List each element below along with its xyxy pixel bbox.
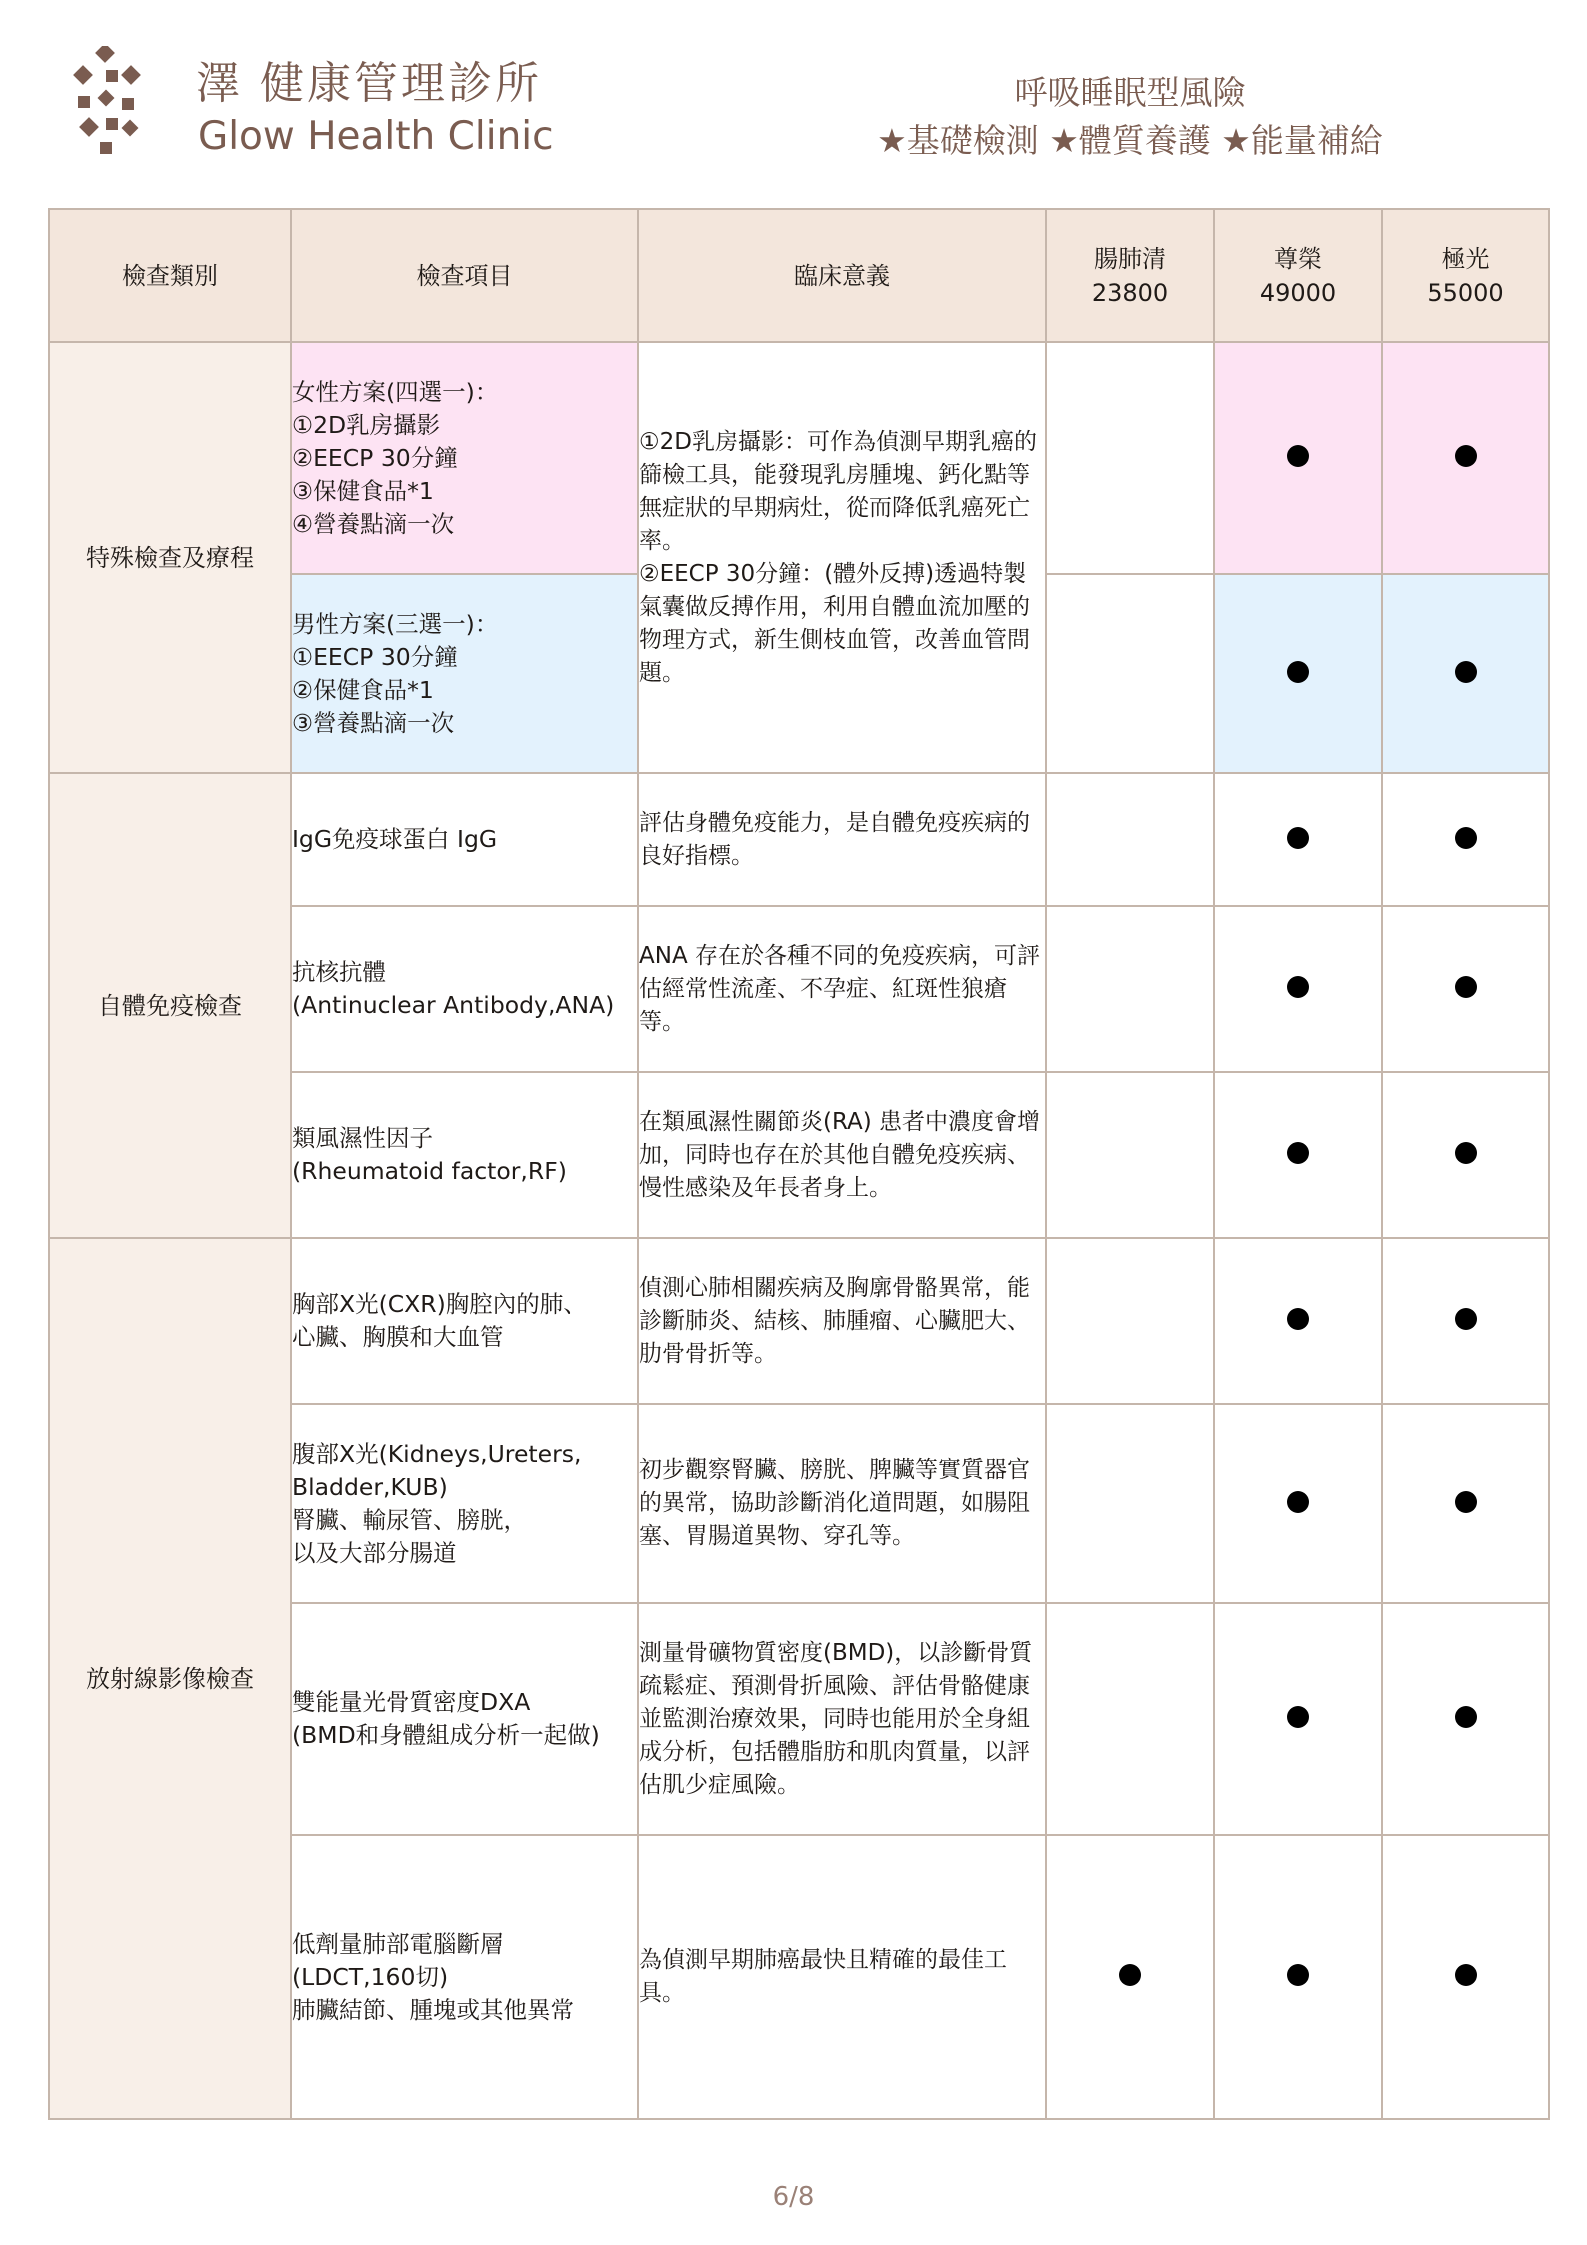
meaning-cell: 偵測心肺相關疾病及胸廓骨骼異常，能診斷肺炎、結核、肺腫瘤、心臟肥大、肋骨骨折等。 xyxy=(638,1238,1046,1404)
plan-2-mark-cell xyxy=(1214,773,1382,906)
header-item: 檢查項目 xyxy=(291,209,638,342)
plan-2-price: 49000 xyxy=(1259,278,1337,307)
included-bullet-icon xyxy=(1119,1964,1141,1986)
meaning-cell: 為偵測早期肺癌最快且精確的最佳工具。 xyxy=(638,1835,1046,2119)
meaning-cell: ANA 存在於各種不同的免疫疾病，可評估經常性流產、不孕症、紅斑性狼瘡等。 xyxy=(638,906,1046,1072)
plan-2-mark-cell xyxy=(1214,1603,1382,1835)
item-cell: 男性方案(三選一)： ①EECP 30分鐘 ②保健食品*1 ③營養點滴一次 xyxy=(291,574,638,773)
plan-3-mark-cell xyxy=(1382,1603,1549,1835)
included-bullet-icon xyxy=(1287,1706,1309,1728)
header-category: 檢查類別 xyxy=(49,209,291,342)
header-plan-3 xyxy=(1382,209,1549,342)
meaning-cell: 初步觀察腎臟、膀胱、脾臟等實質器官的異常，協助診斷消化道問題，如腸阻塞、胃腸道異物、穿孔等。 xyxy=(638,1404,1046,1603)
plan-2-mark-cell xyxy=(1214,906,1382,1072)
plan-1-name: 腸肺清 xyxy=(1094,244,1166,273)
plan-1-mark-cell xyxy=(1046,1072,1214,1238)
included-bullet-icon xyxy=(1455,976,1477,998)
header-meaning: 臨床意義 xyxy=(638,209,1046,342)
included-bullet-icon xyxy=(1455,1964,1477,1986)
plan-3-mark-cell xyxy=(1382,1072,1549,1238)
table-row xyxy=(49,1238,1549,1404)
plan-1-mark-cell xyxy=(1046,906,1214,1072)
included-bullet-icon xyxy=(1287,661,1309,683)
item-cell: 類風濕性因子 (Rheumatoid factor,RF) xyxy=(291,1072,638,1238)
included-bullet-icon xyxy=(1287,445,1309,467)
table-row xyxy=(49,773,1549,906)
category-cell: 放射線影像檢查 xyxy=(49,1238,291,2119)
plan-2-name: 尊榮 xyxy=(1274,244,1322,273)
header-plan-2 xyxy=(1214,209,1382,342)
plan-2-mark-cell xyxy=(1214,342,1382,574)
meaning-cell: 測量骨礦物質密度(BMD)，以診斷骨質疏鬆症、預測骨折風險、評估骨骼健康並監測治療效果，同時也能用於全身組成分析，包括體脂肪和肌肉質量，以評估肌少症風險。 xyxy=(638,1603,1046,1835)
meaning-cell: 評估身體免疫能力，是自體免疫疾病的良好指標。 xyxy=(638,773,1046,906)
included-bullet-icon xyxy=(1287,1491,1309,1513)
item-cell: IgG免疫球蛋白 IgG xyxy=(291,773,638,906)
header-plan-1 xyxy=(1046,209,1214,342)
plan-2-mark-cell xyxy=(1214,1238,1382,1404)
included-bullet-icon xyxy=(1287,1964,1309,1986)
meaning-cell: 在類風濕性關節炎(RA) 患者中濃度會增加，同時也存在於其他自體免疫疾病、慢性感染及年長者身上。 xyxy=(638,1072,1046,1238)
clinic-name-en: Glow Health Clinic xyxy=(198,114,554,159)
included-bullet-icon xyxy=(1287,976,1309,998)
category-cell: 特殊檢查及療程 xyxy=(49,342,291,773)
plan-3-name: 極光 xyxy=(1441,244,1490,273)
clinic-logo-icon xyxy=(72,46,144,158)
included-bullet-icon xyxy=(1455,827,1477,849)
clinic-name-cn: 澤 健康管理診所 xyxy=(196,58,542,109)
plan-2-mark-cell xyxy=(1214,1835,1382,2119)
item-cell: 胸部X光(CXR)胸腔內的肺、 心臟、胸膜和大血管 xyxy=(291,1238,638,1404)
plan-1-mark-cell xyxy=(1046,773,1214,906)
plan-1-mark-cell xyxy=(1046,1404,1214,1603)
meaning-cell: ①2D乳房攝影：可作為偵測早期乳癌的篩檢工具，能發現乳房腫塊、鈣化點等無症狀的早期病灶，從而降低乳癌死亡率。 ②EECP 30分鐘：(體外反搏)透過特製氣囊做反搏作用，利用自體血流加壓的物理方式，新生側枝血管，改善血管問題。 xyxy=(638,342,1046,773)
included-bullet-icon xyxy=(1287,827,1309,849)
included-bullet-icon xyxy=(1455,661,1477,683)
plan-2-mark-cell xyxy=(1214,1072,1382,1238)
item-cell: 腹部X光(Kidneys,Ureters, Bladder,KUB) 腎臟、輸尿管、膀胱， 以及大部分腸道 xyxy=(291,1404,638,1603)
included-bullet-icon xyxy=(1455,445,1477,467)
plan-3-mark-cell xyxy=(1382,574,1549,773)
item-cell: 女性方案(四選一)： ①2D乳房攝影 ②EECP 30分鐘 ③保健食品*1 ④營養點滴一次 xyxy=(291,342,638,574)
exam-table xyxy=(48,208,1550,2120)
plan-3-mark-cell xyxy=(1382,342,1549,574)
included-bullet-icon xyxy=(1287,1308,1309,1330)
item-cell: 雙能量光骨質密度DXA (BMD和身體組成分析一起做) xyxy=(291,1603,638,1835)
plan-subtitle: ★基礎檢測 ★體質養護 ★能量補給 xyxy=(877,121,1383,160)
plan-3-mark-cell xyxy=(1382,773,1549,906)
included-bullet-icon xyxy=(1455,1308,1477,1330)
item-cell: 抗核抗體 (Antinuclear Antibody,ANA) xyxy=(291,906,638,1072)
table-row xyxy=(49,342,1549,574)
category-cell: 自體免疫檢查 xyxy=(49,773,291,1238)
plan-1-mark-cell xyxy=(1046,342,1214,574)
plan-3-price: 55000 xyxy=(1427,278,1504,307)
included-bullet-icon xyxy=(1455,1142,1477,1164)
page-number: 6/8 xyxy=(772,2182,815,2212)
plan-1-mark-cell xyxy=(1046,1603,1214,1835)
plan-3-mark-cell xyxy=(1382,1835,1549,2119)
plan-1-mark-cell xyxy=(1046,1835,1214,2119)
plan-1-mark-cell xyxy=(1046,1238,1214,1404)
table-header-row xyxy=(49,209,1549,342)
plan-3-mark-cell xyxy=(1382,1404,1549,1603)
plan-3-mark-cell xyxy=(1382,1238,1549,1404)
plan-2-mark-cell xyxy=(1214,574,1382,773)
plan-2-mark-cell xyxy=(1214,1404,1382,1603)
item-cell: 低劑量肺部電腦斷層 (LDCT,160切) 肺臟結節、腫塊或其他異常 xyxy=(291,1835,638,2119)
plan-3-mark-cell xyxy=(1382,906,1549,1072)
included-bullet-icon xyxy=(1455,1706,1477,1728)
included-bullet-icon xyxy=(1455,1491,1477,1513)
plan-1-mark-cell xyxy=(1046,574,1214,773)
included-bullet-icon xyxy=(1287,1142,1309,1164)
plan-title: 呼吸睡眠型風險 xyxy=(1014,73,1246,112)
plan-1-price: 23800 xyxy=(1091,278,1169,307)
